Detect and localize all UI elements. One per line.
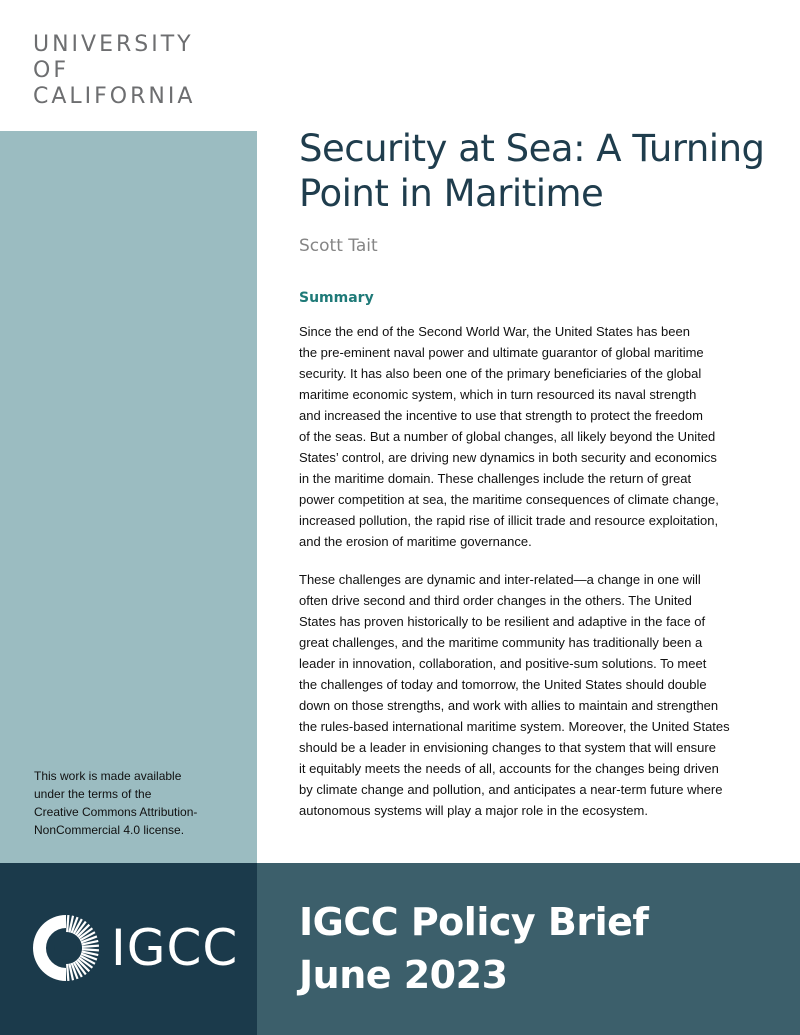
text-line: and the erosion of maritime governance. <box>299 534 532 549</box>
text-line: and increased the incentive to use that strength to protect the freedom <box>299 408 703 423</box>
igcc-logo-text: IGCC <box>111 919 239 977</box>
license-line: under the terms of the <box>34 787 152 801</box>
text-line: by climate change and pollution, and anticipates a near-term future where <box>299 782 723 797</box>
text-line: States has proven historically to be resilient and adaptive in the face of <box>299 614 706 629</box>
text-line: maritime economic system, which in turn resourced its naval strength <box>299 387 697 402</box>
summary-paragraph-2 <box>299 569 759 821</box>
text-line: down on those strengths, and work with allies to maintain and strengthen <box>299 698 719 713</box>
license-line: NonCommercial 4.0 license. <box>34 823 185 837</box>
sidebar-panel <box>0 131 257 863</box>
text-line: security. It has also been one of the primary beneficiaries of the global <box>299 366 702 381</box>
university-of-california-logo <box>33 32 195 110</box>
author-name: Scott Tait <box>299 236 378 256</box>
text-line: the pre-eminent naval power and ultimate guarantor of global maritime <box>299 345 704 360</box>
text-line: of the seas. But a number of global changes, all likely beyond the United <box>299 429 716 444</box>
policy-brief-label <box>299 896 648 1002</box>
text-line: autonomous systems will play a major role in the ecosystem. <box>299 803 648 818</box>
text-line: States’ control, are driving new dynamics in both security and economics <box>299 450 717 465</box>
license-line: This work is made available <box>34 769 182 783</box>
sunburst-ray <box>82 946 99 947</box>
text-line: it equitably meets the needs of all, accounts for the changes being driven <box>299 761 719 776</box>
text-line: often drive second and third order changes in the others. The United <box>299 593 692 608</box>
text-line: power competition at sea, the maritime consequences of climate change, <box>299 492 719 507</box>
logo-line-2: OF <box>33 58 69 83</box>
text-line: great challenges, and the maritime community has traditionally been a <box>299 635 703 650</box>
summary-paragraph-1 <box>299 321 759 552</box>
license-line: Creative Commons Attribution- <box>34 805 198 819</box>
logo-line-3: CALIFORNIA <box>33 84 196 109</box>
text-line: the rules-based international maritime system. Moreover, the United States <box>299 719 730 734</box>
sunburst-ray <box>82 949 99 950</box>
brief-date: June 2023 <box>299 953 508 997</box>
summary-heading: Summary <box>299 290 374 306</box>
text-line: the challenges of today and tomorrow, the United States should double <box>299 677 707 692</box>
sunburst-ray <box>67 915 68 932</box>
igcc-sunburst-icon <box>33 915 99 981</box>
text-line: leader in innovation, collaboration, and positive-sum solutions. To meet <box>299 656 707 671</box>
text-line: in the maritime domain. These challenges include the return of great <box>299 471 692 486</box>
license-notice <box>34 767 244 839</box>
brief-title: IGCC Policy Brief <box>299 900 649 944</box>
sunburst-ray <box>67 964 68 981</box>
text-line: These challenges are dynamic and inter-related—a change in one will <box>299 572 701 587</box>
text-line: should be a leader in envisioning changes to that system that will ensure <box>299 740 716 755</box>
document-title: Security at Sea: A Turning Point in Maritime <box>299 127 765 215</box>
text-line: increased pollution, the rapid rise of illicit trade and resource exploitation, <box>299 513 719 528</box>
logo-line-1: UNIVERSITY <box>33 32 194 57</box>
text-line: Since the end of the Second World War, the United States has been <box>299 324 690 339</box>
